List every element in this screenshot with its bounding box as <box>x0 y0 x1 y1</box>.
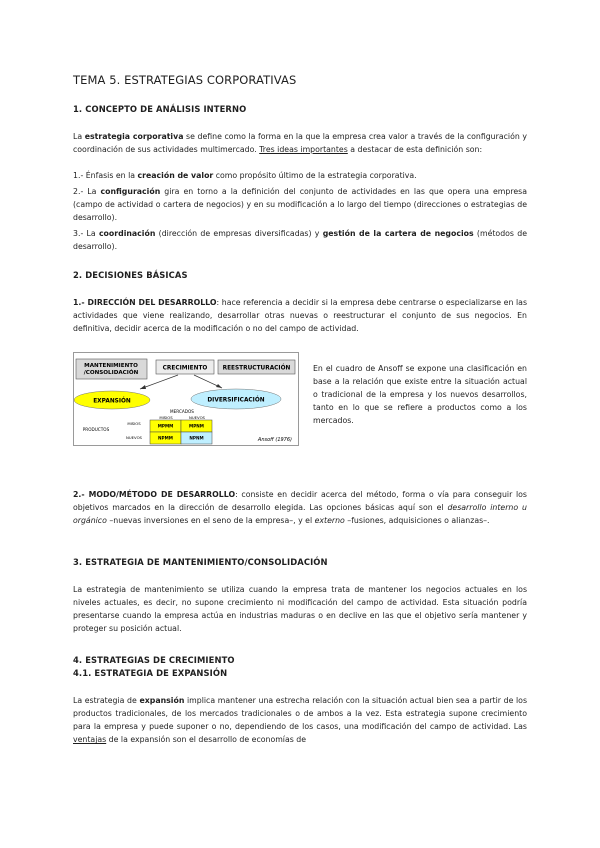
idea-item-3: 3.- La coordinación (dirección de empresas diversificadas) y gestión de la cartera de negocios (métodos de desarrollo). <box>73 229 527 252</box>
section-4-1-heading: 4.1. ESTRATEGIA DE EXPANSIÓN <box>73 668 228 678</box>
oval-expansion-label: EXPANSIÓN <box>93 398 131 405</box>
section-4-heading: 4. ESTRATEGIAS DE CRECIMIENTO <box>73 655 235 665</box>
cell-npmm-label: NPMM <box>158 435 173 441</box>
idea-item-2: 2.- La configuración gira en torno a la definición del conjunto de actividades en las que opera una empresa (campo de actividad o cartera de negocios) y en su modificación a lo largo del tiempo (direcciones o estrategias de desarrollo). <box>73 187 527 223</box>
direction-paragraph: 1.- DIRECCIÓN DEL DESARROLLO: hace referencia a decidir si la empresa debe centrarse o especializarse en las actividades que viene realizando, desarrollar otras nuevas o reestructurar el conjunto de sus negocios. En definitiva, decidir acerca de la modificación o no del campo de actividad. <box>73 298 528 334</box>
section-1-paragraph: La estrategia corporativa se define como la forma en la que la empresa crea valor a través de la configuración y coordinación de sus actividades multimercado. Tres ideas importantes a destacar de esta definición son: <box>73 132 527 155</box>
ansoff-figure <box>73 352 299 446</box>
cell-mpmm-label: MPMM <box>157 423 174 429</box>
section-2-heading: 2. DECISIONES BÁSICAS <box>73 270 188 280</box>
section-1-heading: 1. CONCEPTO DE ANÁLISIS INTERNO <box>73 104 247 114</box>
box-mantenimiento <box>76 359 147 379</box>
figure-source: Ansoff (1976) <box>257 437 292 443</box>
row-label-2: NUEVOS <box>126 435 142 440</box>
col-label-2: NUEVOS <box>189 415 205 420</box>
method-paragraph: 2.- MODO/MÉTODO DE DESARROLLO: consiste en decidir acerca del método, forma o vía para conseguir los objetivos marcados en la dirección de desarrollo elegida. Las opciones básicas aquí son el desarrollo interno u orgánico –nuevas inversiones en el seno de la empresa–, y el externo –fusiones, adquisiciones o alianzas–. <box>73 490 527 526</box>
section-3-heading: 3. ESTRATEGIA DE MANTENIMIENTO/CONSOLIDACIÓN <box>73 557 328 567</box>
arrow-right-head <box>216 384 222 388</box>
section-4-1-paragraph: La estrategia de expansión implica mantener una estrecha relación con la situación actual bien sea a partir de los productos tradicionales, de los mercados tradicionales o de ambos a la vez. Esta estrategia supone crecimiento para la empresa y puede suponer o no, dependiendo de los casos, una modificación del campo de actividad. Las ventajas de la expansión son el desarrollo de economías de <box>73 696 528 745</box>
box-consolidacion-label: /CONSOLIDACIÓN <box>83 370 139 376</box>
ansoff-diagram <box>74 353 298 445</box>
productos-label: PRODUCTOS <box>82 427 110 432</box>
idea-item-1: 1.- Énfasis en la creación de valor como propósito último de la estrategia corporativa. <box>73 171 417 180</box>
box-mantenimiento-label: MANTENIMIENTO <box>84 363 138 369</box>
row-label-1: MISIOS <box>127 421 141 426</box>
box-crecimiento-label: CRECIMIENTO <box>162 365 208 372</box>
section-3-paragraph: La estrategia de mantenimiento se utiliza cuando la empresa trata de mantener los negocios actuales en los niveles actuales, es decir, no supone crecimiento ni modificación del campo de actividad. Esta situación podría presentarse cuando la empresa actúa en industrias maduras o en declive en las que el objetivo sería mantener y proteger su posición actual. <box>73 585 527 634</box>
col-label-1: MISIOS <box>159 415 173 420</box>
arrow-left-head <box>140 385 146 389</box>
cell-npnm-label: NPNM <box>189 435 204 441</box>
cell-mpnm-label: MPNM <box>189 423 204 429</box>
mercados-label: MERCADOS <box>170 409 194 414</box>
box-reestructuracion-label: REESTRUCTURACIÓN <box>222 365 291 372</box>
page-title: TEMA 5. ESTRATEGIAS CORPORATIVAS <box>73 73 297 87</box>
ansoff-description: En el cuadro de Ansoff se expone una clasificación en base a la relación que existe entre la situación actual o tradicional de la empresa y los nuevos desarrollos, tanto en lo que se refiere a productos como a los mercados. <box>313 364 527 426</box>
oval-diversificacion-label: DIVERSIFICACIÓN <box>207 397 265 404</box>
